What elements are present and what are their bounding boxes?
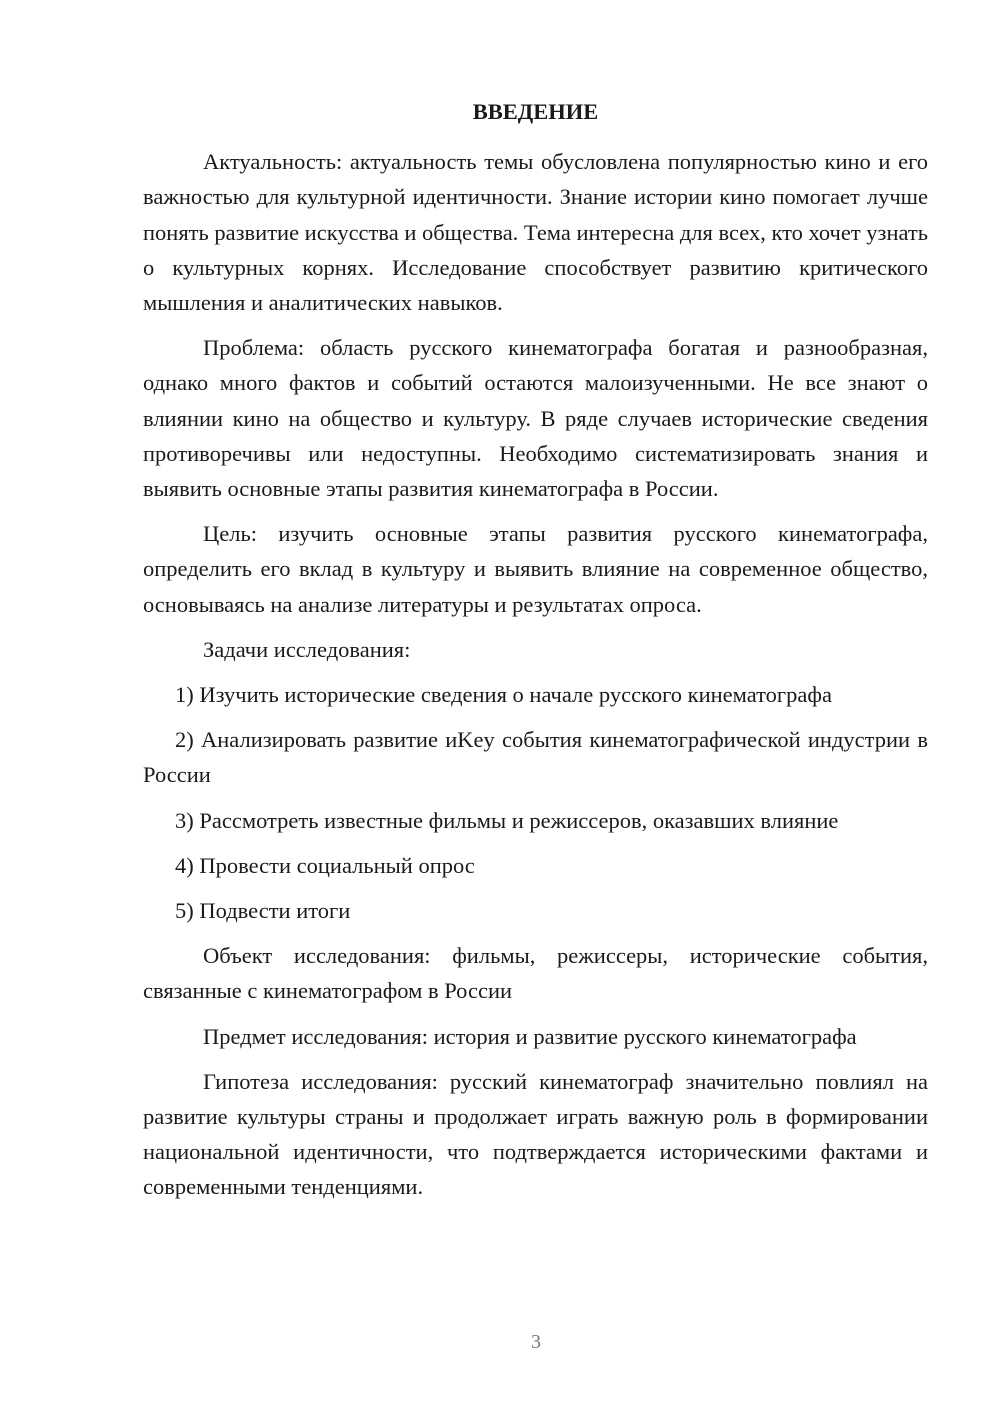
tasks-heading: Задачи исследования:	[203, 636, 411, 662]
subject-paragraph: Предмет исследования: история и развитие русского кинематографа	[203, 1023, 857, 1049]
goal-paragraph: Цель: изучить основные этапы развития русского кинематографа, определить его вклад в культуру и выявить влияние на современное общество, основываясь на анализе литературы и результатах опроса.	[143, 521, 928, 617]
section-title: ВВЕДЕНИЕ	[472, 99, 599, 124]
object-paragraph: Объект исследования: фильмы, режиссеры, исторические события, связанные с кинематографом в России	[143, 943, 928, 1004]
page-number: 3	[531, 1331, 541, 1353]
task-item: 3) Рассмотреть известные фильмы и режиссеров, оказавших влияние	[175, 807, 839, 833]
task-item: 2) Анализировать развитие иKey события кинематографической индустрии в России	[143, 727, 928, 788]
hypothesis-paragraph: Гипотеза исследования: русский кинематограф значительно повлиял на развитие культуры страны и продолжает играть важную роль в формировании национальной идентичности, что подтверждается историческими фактами и современными тенденциями.	[143, 1068, 928, 1200]
task-item: 4) Провести социальный опрос	[175, 852, 475, 878]
relevance-paragraph: Актуальность: актуальность темы обусловлена популярностью кино и его важностью для культурной идентичности. Знание истории кино помогает лучше понять развитие искусства и общества. Тема интересна для всех, кто хочет узнать о культурных корнях. Исследование способствует развитию критического мышления и аналитических навыков.	[143, 149, 928, 316]
task-item: 5) Подвести итоги	[175, 898, 351, 924]
task-item: 1) Изучить исторические сведения о начале русского кинематографа	[175, 682, 832, 708]
problem-paragraph: Проблема: область русского кинематографа богатая и разнообразная, однако много фактов и событий остаются малоизученными. Не все знают о влиянии кино на общество и культуру. В ряде случаев исторические сведения противоречивы или недоступны. Необходимо систематизировать знания и выявить основные этапы развития кинематографа в России.	[143, 335, 928, 502]
page-content	[143, 94, 928, 1215]
